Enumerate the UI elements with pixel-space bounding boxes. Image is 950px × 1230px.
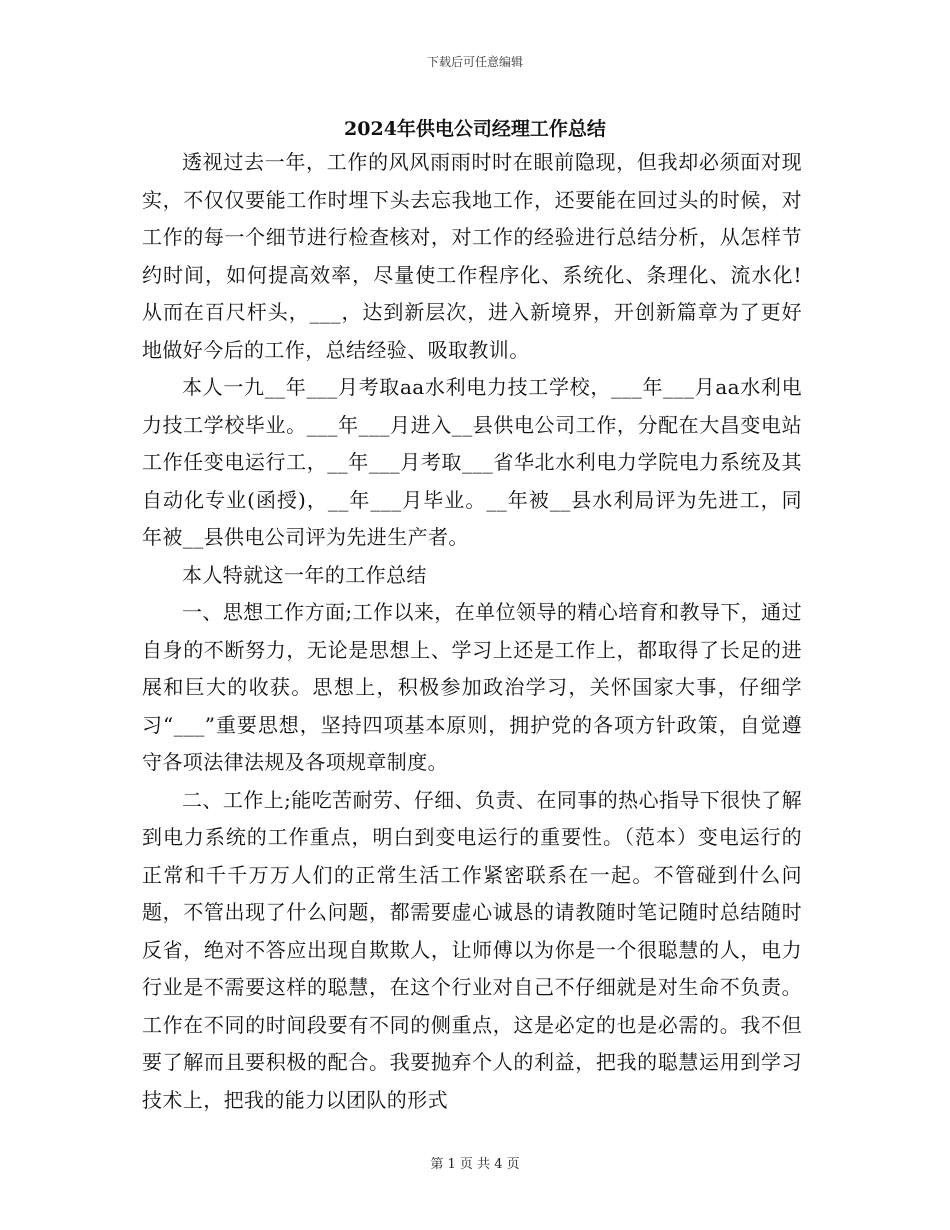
paragraph-ideology: 一、思想工作方面;工作以来，在单位领导的精心培育和教导下，通过自身的不断努力，无论是思想上、学习上还是工作上，都取得了长足的进展和巨大的收获。思想上，积极参加政治学习，关怀国家大事，仔细学习“___”重要思想，坚持四项基本原则，拥护党的各项方针政策，自觉遵守各项法律法规及各项规章制度。 <box>142 600 802 774</box>
paragraph-background: 本人一九__年___月考取aa水利电力技工学校，___年___月aa水利电力技工学校毕业。___年___月进入__县供电公司工作，分配在大昌变电站工作任变电运行工，__年___月考取___省华北水利电力学院电力系统及其自动化专业(函授)，__年___月毕业。__年被__县水利局评为先进工，同年被__县供电公司评为先进生产者。 <box>142 375 802 549</box>
paragraph-work: 二、工作上;能吃苦耐劳、仔细、负责、在同事的热心指导下很快了解到电力系统的工作重点，明白到变电运行的重要性。（范本）变电运行的正常和千千万万人们的正常生活工作紧密联系在一起。不管碰到什么问题，不管出现了什么问题，都需要虚心诚恳的请教随时笔记随时总结随时反省，绝对不答应出现自欺欺人，让师傅以为你是一个很聪慧的人，电力行业是不需要这样的聪慧，在这个行业对自己不仔细就是对生命不负责。工作在不同的时间段要有不同的侧重点，这是必定的也是必需的。我不但要了解而且要积极的配合。我要抛弃个人的利益，把我的聪慧运用到学习技术上，把我的能力以团队的形式 <box>142 787 802 1112</box>
paragraph-intro: 透视过去一年，工作的风风雨雨时时在眼前隐现，但我却必须面对现实，不仅仅要能工作时埋下头去忘我地工作，还要能在回过头的时候，对工作的每一个细节进行检查核对，对工作的经验进行总结分析，从怎样节约时间，如何提高效率，尽量使工作程序化、系统化、条理化、流水化!从而在百尺杆头，___，达到新层次，进入新境界，开创新篇章为了更好地做好今后的工作，总结经验、吸取教训。 <box>142 150 802 362</box>
header-note: 下载后可任意编辑 <box>426 55 523 69</box>
document-body <box>142 144 802 1119</box>
paragraph-summary-lead: 本人特就这一年的工作总结 <box>182 562 427 587</box>
document-title: 2024年供电公司经理工作总结 <box>344 118 606 140</box>
page-number: 第 1 页 共 4 页 <box>430 1157 520 1172</box>
